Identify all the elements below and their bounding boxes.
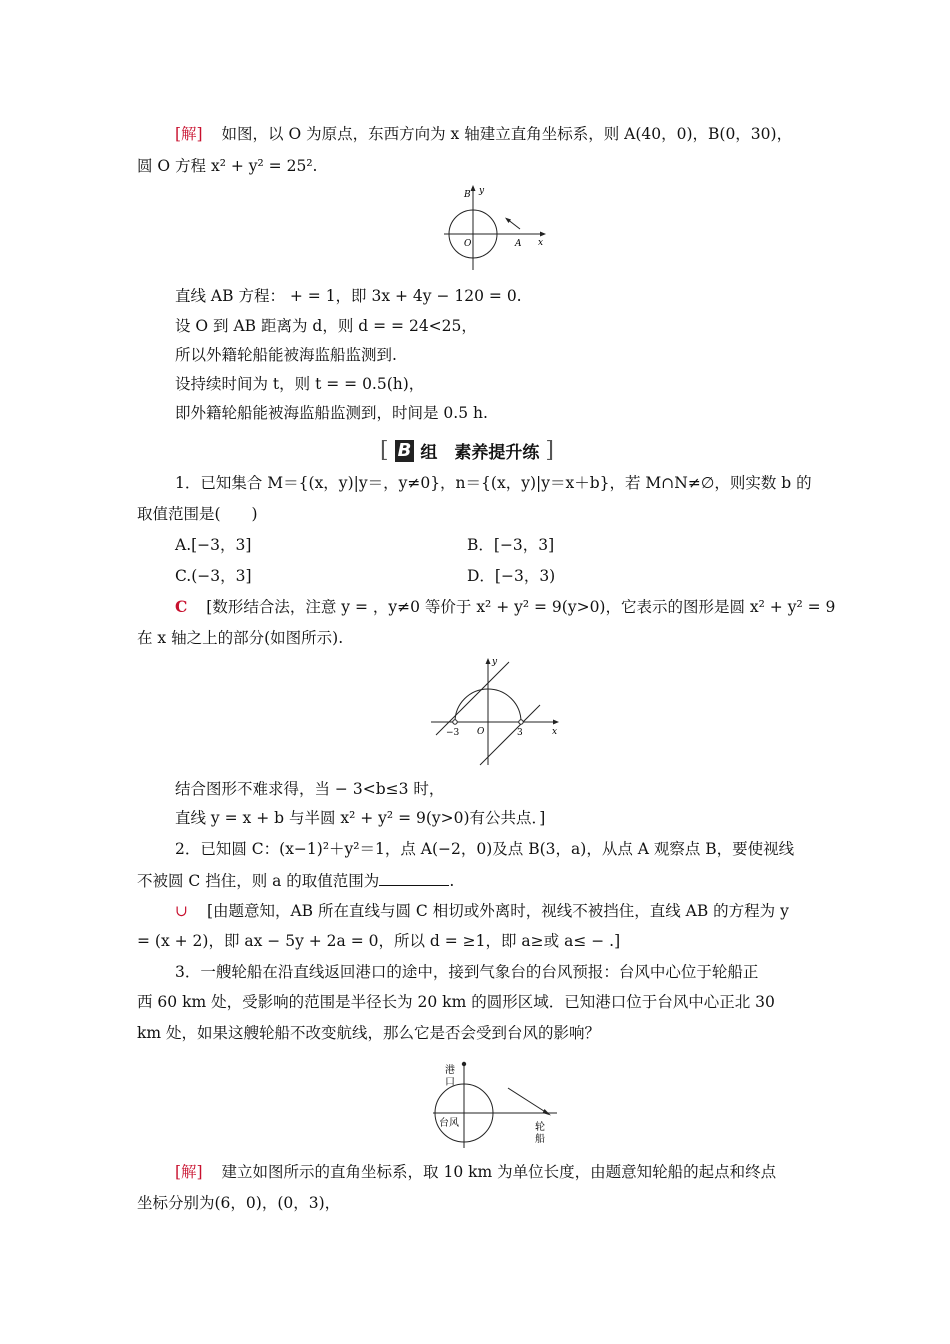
solution-tag: [解] xyxy=(175,1163,203,1181)
answer-1-line: 直线 y = x + b 与半圆 x² + y² = 9(y>0)有公共点．] xyxy=(175,809,546,827)
label-O: O xyxy=(477,727,485,737)
label-neg3: −3 xyxy=(446,728,460,738)
question-1-line: 1．已知集合 M＝{(x，y)|y＝，y≠0}，n＝{(x，y)|y＝x＋b}，若 M∩N≠∅，则实数 b 的 xyxy=(175,474,812,492)
text-line: 坐标分别为(6，0)，(0，3)， xyxy=(137,1194,341,1212)
figure-circle-coordinate xyxy=(440,182,550,272)
figure-semicircle-lines xyxy=(428,653,568,768)
option-b: B．[−3，3] xyxy=(467,536,555,554)
option-d: D．[−3，3) xyxy=(467,567,556,585)
label-port-1: 港 xyxy=(445,1065,455,1076)
section-title: 组 素养提升练 xyxy=(420,443,540,463)
text-line: 设持续时间为 t，则 t = = 0.5(h)， xyxy=(175,375,425,393)
answer-2-line: = (x + 2)，即 ax − 5y + 2a = 0，所以 d = ≥1，即 a≥或 a≤ − .] xyxy=(137,932,621,950)
label-A: A xyxy=(515,239,522,249)
text-line: 所以外籍轮船能被海监船监测到. xyxy=(175,346,397,364)
label-y: y xyxy=(492,657,498,667)
question-3-line: km 处，如果这艘轮船不改变航线，那么它是否会受到台风的影响？ xyxy=(137,1024,601,1042)
label-O: O xyxy=(464,239,472,249)
label-ship-2: 船 xyxy=(535,1134,545,1145)
solution-paragraph-1 xyxy=(175,124,792,144)
answer-1-line: C [数形结合法，注意 y = ，y≠0 等价于 x² + y² = 9(y>0)，它表示的图形是圆 x² + y² = 9 xyxy=(175,597,836,616)
label-port-2: 口 xyxy=(445,1077,455,1088)
question-1-line: 取值范围是( ) xyxy=(137,505,258,523)
group-badge: B xyxy=(395,440,415,462)
label-typhoon: 台风 xyxy=(439,1118,459,1129)
question-3-line: 3．一艘轮船在沿直线返回港口的途中，接到气象台的台风预报：台风中心位于轮船正 xyxy=(175,963,759,981)
label-3: 3 xyxy=(517,728,523,738)
label-B: B xyxy=(464,190,471,200)
section-header: [ B 组 素养提升练 ] xyxy=(380,438,554,463)
answer-blank xyxy=(379,869,449,886)
answer-tag: ∪ xyxy=(175,902,188,920)
text-line: 设 O 到 AB 距离为 d，则 d = = 24<25， xyxy=(175,317,477,335)
option-c: C.(−3，3] xyxy=(175,567,252,585)
solution-tag: [解] xyxy=(175,125,203,143)
text-line: 圆 O 方程 x² + y² = 25². xyxy=(137,157,318,175)
option-a: A.[−3，3] xyxy=(175,536,252,554)
figure-typhoon-map xyxy=(425,1058,565,1150)
label-x: x xyxy=(538,238,544,248)
solution-paragraph-3: [解] 建立如图所示的直角坐标系，取 10 km 为单位长度，由题意知轮船的起点和终点 xyxy=(175,1163,777,1181)
label-y: y xyxy=(479,186,485,196)
answer-1-line: 在 x 轴之上的部分(如图所示). xyxy=(137,629,344,647)
text-line: 即外籍轮船能被海监船监测到，时间是 0.5 h. xyxy=(175,404,488,422)
question-3-line: 西 60 km 处，受影响的范围是半径长为 20 km 的圆形区域．已知港口位于台风中心正北 30 xyxy=(137,993,775,1011)
label-x: x xyxy=(552,727,558,737)
text-line: 如图，以 O 为原点，东西方向为 x 轴建立直角坐标系，则 A(40，0)，B(0，30)， xyxy=(221,125,793,143)
text-line: 直线 AB 方程： + = 1，即 3x + 4y − 120 = 0. xyxy=(175,287,522,305)
answer-1-line: 结合图形不难求得，当 − 3<b≤3 时， xyxy=(175,780,445,798)
question-2-line: 2．已知圆 C：(x−1)²＋y²＝1，点 A(−2，0)及点 B(3，a)，从点 A 观察点 B，要使视线 xyxy=(175,840,795,858)
answer-2-line: ∪ [由题意知，AB 所在直线与圆 C 相切或外离时，视线不被挡住，直线 AB 的方程为 y xyxy=(175,902,789,920)
question-2-line: 不被圆 C 挡住，则 a 的取值范围为 . xyxy=(137,869,454,891)
label-ship-1: 轮 xyxy=(535,1122,545,1133)
answer-tag: C xyxy=(175,597,188,616)
